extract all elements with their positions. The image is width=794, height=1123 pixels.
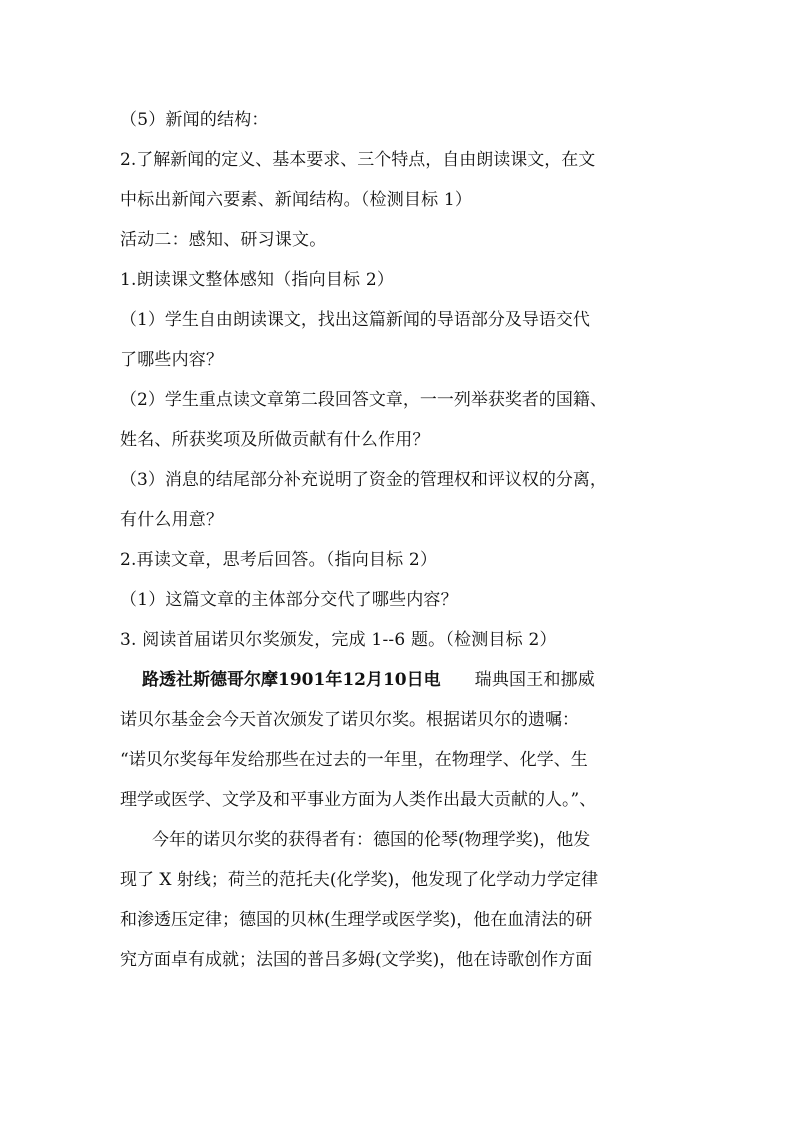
text-line: 2.了解新闻的定义、基本要求、三个特点，自由朗读课文，在文 (120, 150, 596, 170)
news-text-line: 理学或医学、文学及和平事业方面为人类作出最大贡献的人。”、 (120, 790, 597, 810)
text-line: （1）学生自由朗读课文，找出这篇新闻的导语部分及导语交代 (120, 310, 590, 330)
news-text-line: 今年的诺贝尔奖的获得者有：德国的伦琴(物理学奖)，他发 (152, 830, 591, 850)
text-line: 有什么用意？ (120, 510, 224, 530)
text-line: （5）新闻的结构： (120, 110, 269, 130)
text-line: 了哪些内容？ (120, 350, 224, 370)
news-lead-start: 瑞典国王和挪威 (474, 670, 596, 690)
news-lead-line (120, 660, 680, 700)
text-line: 中标出新闻六要素、新闻结构。（检测目标 1） (120, 190, 473, 210)
text-line: （3）消息的结尾部分补充说明了资金的管理权和评议权的分离， (120, 470, 607, 490)
news-dateline: 路透社斯德哥尔摩1901年12月10日电 (142, 670, 441, 690)
text-line: 1.朗读课文整体感知（指向目标 2） (120, 270, 395, 290)
news-text-line: 诺贝尔基金会今天首次颁发了诺贝尔奖。根据诺贝尔的遗嘱： (120, 710, 579, 730)
news-text-line: 和渗透压定律；德国的贝林(生理学或医学奖)，他在血清法的研 (120, 910, 593, 930)
news-text-line: 究方面卓有成就；法国的普吕多姆(文学奖)，他在诗歌创作方面 (120, 950, 593, 970)
text-line: 3. 阅读首届诺贝尔奖颁发，完成 1--6 题。（检测目标 2） (120, 630, 557, 650)
document-page (120, 100, 680, 980)
news-text-line: “诺贝尔奖每年发给那些在过去的一年里，在物理学、化学、生 (120, 750, 588, 770)
text-line: 姓名、所获奖项及所做贡献有什么作用？ (120, 430, 430, 450)
text-line: （1）这篇文章的主体部分交代了哪些内容？ (120, 590, 458, 610)
text-line: （2）学生重点读文章第二段回答文章，一一列举获奖者的国籍、 (120, 390, 607, 410)
text-line: 2.再读文章，思考后回答。（指向目标 2） (120, 550, 438, 570)
text-line: 活动二：感知、研习课文。 (120, 230, 327, 250)
news-text-line: 现了 X 射线；荷兰的范托夫(化学奖)，他发现了化学动力学定律 (120, 870, 599, 890)
